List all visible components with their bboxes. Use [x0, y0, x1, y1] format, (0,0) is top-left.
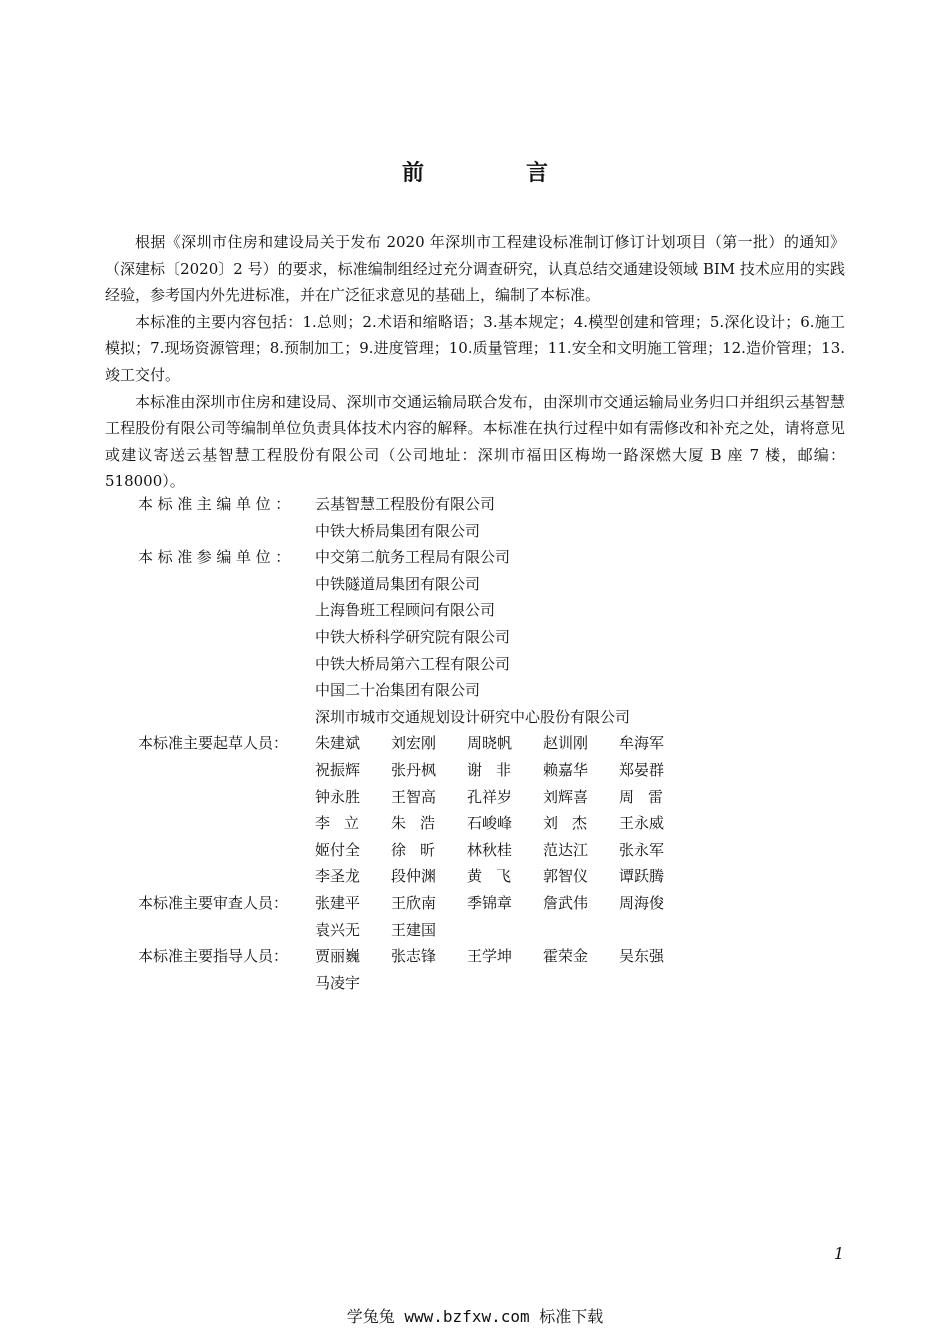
- person-name: 林秋桂: [467, 840, 513, 859]
- person-name: 刘宏刚: [391, 734, 437, 753]
- person-name: 刘杰: [543, 814, 602, 833]
- person-name: 王欣南: [391, 893, 437, 912]
- person-name: 李立: [315, 814, 374, 833]
- person-name: 黄飞: [467, 867, 526, 886]
- person-name: 马凌宇: [315, 973, 361, 992]
- reviewers-label: 本标准主要审查人员：: [138, 893, 289, 912]
- names-row: [315, 863, 738, 890]
- person-name: 周海俊: [619, 893, 665, 912]
- names-row: [315, 837, 738, 864]
- person-name: 张丹枫: [391, 760, 437, 779]
- person-name: 袁兴无: [315, 920, 361, 939]
- person-name: 季锦章: [467, 893, 513, 912]
- reviewers: [138, 890, 738, 943]
- person-name: 祝振辉: [315, 760, 361, 779]
- person-name: 王智高: [391, 787, 437, 806]
- person-name: 徐昕: [391, 840, 450, 859]
- unit-name: 深圳市城市交通规划设计研究中心股份有限公司: [315, 707, 631, 726]
- participating-units: [138, 544, 738, 730]
- person-name: 周雷: [619, 787, 678, 806]
- person-name: 谭跃腾: [619, 867, 665, 886]
- person-name: 朱建斌: [315, 734, 361, 753]
- person-name: 张志锋: [391, 947, 437, 966]
- person-name: 王永威: [619, 814, 665, 833]
- unit-name: 上海鲁班工程顾问有限公司: [315, 601, 496, 620]
- person-name: 詹武伟: [543, 893, 589, 912]
- paragraph-1: 根据《深圳市住房和建设局关于发布 2020 年深圳市工程建设标准制订修订计划项目（第一批）的通知》（深建标〔2020〕2 号）的要求，标准编制组经过充分调查研究，认真总结交通建设领域 BIM 技术应用的实践经验，参考国内外先进标准，并在广泛征求意见的基础上，编制了本标准。: [105, 233, 845, 305]
- unit-name: 中铁大桥局集团有限公司: [315, 521, 481, 540]
- person-name: 郑晏群: [619, 760, 665, 779]
- names-row: [315, 917, 738, 944]
- person-name: 周晓帆: [467, 734, 513, 753]
- person-name: 王建国: [391, 920, 437, 939]
- unit-name: 中国二十冶集团有限公司: [315, 681, 481, 700]
- unit-name: 云基智慧工程股份有限公司: [315, 495, 496, 513]
- advisors-label: 本标准主要指导人员：: [138, 947, 289, 966]
- advisors-list: [315, 943, 738, 996]
- reviewers-list: [315, 890, 738, 943]
- person-name: 范达江: [543, 840, 589, 859]
- unit-name: 中铁大桥局第六工程有限公司: [315, 654, 511, 673]
- drafters-label: 本标准主要起草人员：: [138, 734, 289, 753]
- person-name: 吴东强: [619, 947, 665, 966]
- names-row: [315, 810, 738, 837]
- advisors: [138, 943, 738, 996]
- person-name: 钟永胜: [315, 787, 361, 806]
- paragraph-2: 本标准的主要内容包括：1.总则；2.术语和缩略语；3.基本规定；4.模型创建和管理；5.深化设计；6.施工模拟；7.现场资源管理；8.预制加工；9.进度管理；10.质量管理；11.安全和文明施工管理；12.造价管理；13.竣工交付。: [105, 312, 845, 384]
- person-name: 段仲渊: [391, 867, 437, 886]
- paragraph-3: 本标准由深圳市住房和建设局、深圳市交通运输局联合发布，由深圳市交通运输局业务归口并组织云基智慧工程股份有限公司等编制单位负责具体技术内容的解释。本标准在执行过程中如有需修改和补充之处，请将意见或建议寄送云基智慧工程股份有限公司（公司地址：深圳市福田区梅坳一路深燃大厦 B 座 7 楼，邮编：518000）。: [105, 392, 845, 491]
- unit-name: 中铁隧道局集团有限公司: [315, 574, 481, 593]
- unit-name: 中铁大桥科学研究院有限公司: [315, 627, 511, 646]
- drafters: [138, 730, 738, 890]
- names-row: [315, 757, 738, 784]
- names-row: [315, 943, 738, 970]
- participating-units-label: 本标准参编单位：: [138, 548, 295, 567]
- person-name: 赖嘉华: [543, 760, 589, 779]
- person-name: 王学坤: [467, 947, 513, 966]
- person-name: 孔祥岁: [467, 787, 513, 806]
- person-name: 刘辉喜: [543, 787, 589, 806]
- person-name: 牟海军: [619, 734, 665, 753]
- person-name: 朱浩: [391, 814, 450, 833]
- names-row: [315, 970, 738, 997]
- person-name: 贾丽巍: [315, 947, 361, 966]
- names-row: [315, 730, 738, 757]
- person-name: 石峻峰: [467, 814, 513, 833]
- person-name: 郭智仪: [543, 867, 589, 886]
- page-title: 前 言: [401, 161, 588, 186]
- person-name: 李圣龙: [315, 867, 361, 886]
- preface-body: [105, 229, 845, 495]
- person-name: 霍荣金: [543, 947, 589, 966]
- drafters-list: [315, 730, 738, 890]
- chief-units: [138, 491, 738, 544]
- person-name: 张永军: [619, 840, 665, 859]
- person-name: 姬付全: [315, 840, 361, 859]
- footer-watermark: 学兔兔 www.bzfxw.com 标准下载: [346, 1307, 604, 1326]
- person-name: 谢非: [467, 760, 526, 779]
- names-row: [315, 784, 738, 811]
- person-name: 张建平: [315, 893, 361, 912]
- page-number: 1: [833, 1244, 844, 1263]
- contributors-section: [138, 491, 738, 996]
- names-row: [315, 890, 738, 917]
- chief-units-label: 本标准主编单位：: [138, 495, 295, 513]
- unit-name: 中交第二航务工程局有限公司: [315, 548, 511, 567]
- person-name: 赵训刚: [543, 734, 589, 753]
